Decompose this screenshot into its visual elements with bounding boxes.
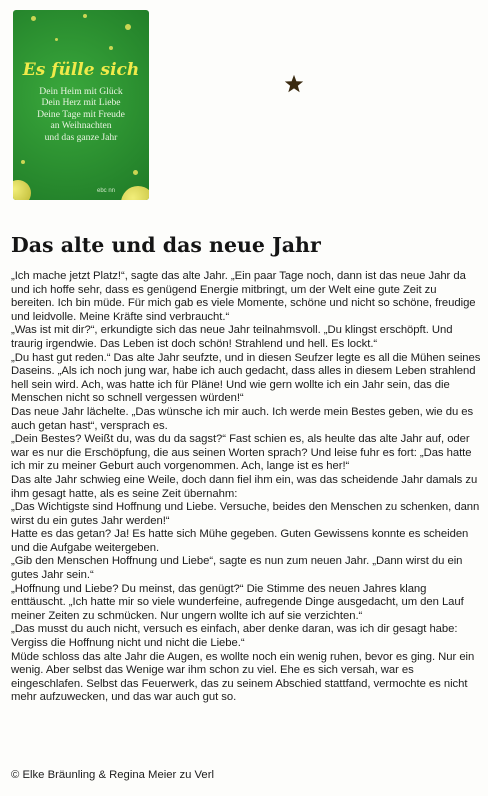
story-paragraph: „Hoffnung und Liebe? Du meinst, das genügt?“ Die Stimme des neuen Jahres klang enttäuscht. „Ich hatte mir so viele wunderfeine, aufregende Dinge ausgedacht, um den Lauf meiner Zeiten zu schmücken. Nur ungern wollte ich auf sie verzichten.“ [11,582,464,622]
greeting-card-image [13,10,149,200]
ornament-ball-icon [13,180,31,200]
sparkle-dot [83,14,87,18]
story-paragraph: „Ich mache jetzt Platz!“, sagte das alte Jahr. „Ein paar Tage noch, dann ist das neue Jahr da und ich hoffe sehr, dass es genügend Energie mitbringt, um der Welt eine gute Zeit zu bereiten. Ich bin müde. Für mich gab es viele Momente, schöne und nicht so schöne, freudige und leidvolle. Meine Kräfte sind verbraucht.“ [11,270,476,323]
story-paragraph: „Das Wichtigste sind Hoffnung und Liebe. Versuche, beides den Menschen zu schenken, dann wirst du ein gutes Jahr werden!“ [11,501,480,527]
card-verse [19,86,143,143]
story-paragraph: Das neue Jahr lächelte. „Das wünsche ich mir auch. Ich werde mein Bestes geben, wie du es auch getan hast“, versprach es. [11,405,474,432]
sparkle-dot [55,38,58,41]
copyright-notice: © Elke Bräunling & Regina Meier zu Verl [11,769,214,781]
article-title: Das alte und das neue Jahr [11,233,321,257]
story-paragraph: „Was ist mit dir?“, erkundigte sich das neue Jahr teilnahmsvoll. „Du klingst erschöpft. Und traurig irgendwie. Das Leben ist doch schön! Strahlend und hell. Es lockt.“ [11,324,453,350]
card-verse-line: Dein Herz mit Liebe [41,97,121,109]
story-paragraph: „Das musst du auch nicht, versuch es einfach, aber denke daran, was ich dir gesagt habe: Vergiss die Hoffnung nicht und nicht die Liebe.“ [11,623,458,650]
story-paragraph: „Dein Bestes? Weißt du, was du da sagst?“ Fast schien es, als heulte das alte Jahr auf, oder war es nur die Erschöpfung, die aus seinen Worten sprach? Und leise fuhr es fort: „Das hatte ich mir zu meiner Geburt auch vorgenommen. Ach, lange ist es her!“ [11,433,472,473]
card-verse-line: und das ganze Jahr [44,131,118,143]
sparkle-dot [31,16,36,21]
sparkle-dot [133,170,138,175]
story-paragraph: Müde schloss das alte Jahr die Augen, es wollte noch ein wenig ruhen, bevor es ging. Nur ein wenig. Aber selbst das Wenige war ihm schon zu viel. Ehe es sich versah, war es eingeschlafen. Selbst das Feuerwerk, das zu seinem Abschied stattfand, vermochte es nicht mehr aufzuwecken, und das war auch gut so. [11,650,475,704]
story-paragraph: Hatte es das getan? Ja! Es hatte sich Mühe gegeben. Guten Gewissens konnte es scheiden und die Aufgabe weitergeben. [11,528,469,554]
ornament-ball-icon [121,186,149,200]
card-verse-line: Deine Tage mit Freude [37,108,125,120]
sparkle-dot [125,24,131,30]
story-text [11,270,481,705]
star-icon [283,73,305,95]
card-verse-line: an Weihnachten [50,120,112,132]
sparkle-dot [109,46,113,50]
card-title: Es fülle sich [22,60,140,80]
sparkle-dot [21,160,25,164]
card-verse-line: Dein Heim mit Glück [39,86,123,97]
story-paragraph: Das alte Jahr schwieg eine Weile, doch dann fiel ihm ein, was das scheidende Jahr damals zu ihm gesagt hatte, als es seine Zeit übernahm: [11,473,478,500]
card-footer: ebc nn [96,188,115,194]
story-paragraph: „Gib den Menschen Hoffnung und Liebe“, sagte es nun zum neuen Jahr. „Dann wirst du ein gutes Jahr sein.“ [11,555,463,582]
story-paragraph: „Du hast gut reden.“ Das alte Jahr seufzte, und in diesen Seufzer legte es all die Mühen seines Daseins. „Als ich noch jung war, habe ich auch gedacht, dass alles in diesem Leben strahlend hell sein wird. Ach, was hatte ich für Pläne! Und wie gern wollte ich ein Jahr sein, das die Menschen nicht so schnell vergessen würden!“ [11,351,481,405]
